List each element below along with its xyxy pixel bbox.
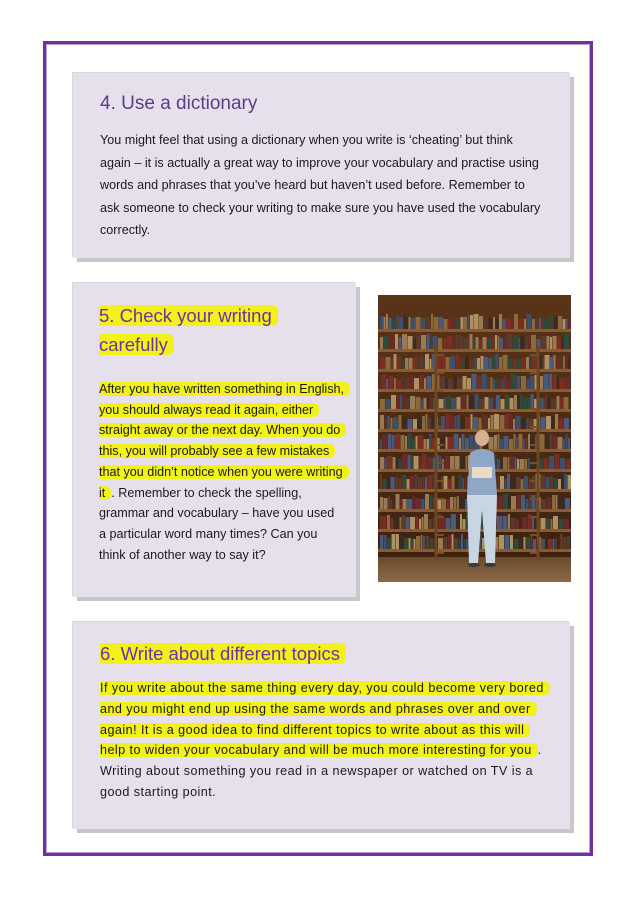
section-title: 6. Write about different topics [100, 640, 550, 668]
section-use-dictionary [73, 73, 570, 258]
highlighted-text: After you have written something in English, you should always read it again, either straight away or the next day. When you do this, you will probably see a few mistakes that you didn’t notice when you were writing it [99, 382, 350, 500]
section-title: 4. Use a dictionary [100, 93, 258, 114]
section-body [100, 678, 550, 803]
section-body [99, 379, 344, 565]
section-body: You might feel that using a dictionary when you write is ‘cheating’ but think again – it is actually a great way to improve your vocabulary and practise using words and phrases that you’ve heard but haven’t used before. Remember to ask someone to check your writing to make sure you have used the vocabulary correctly. [100, 133, 541, 237]
plain-text: . Remember to check the spelling, grammar and vocabulary – have you used a particular word many times? Can you think of another way to say it? [99, 485, 335, 562]
section-check-writing [73, 283, 356, 597]
section-write-topics [73, 622, 570, 829]
plain-text: . Writing about something you read in a newspaper or watched on TV is a good starting point. [100, 743, 542, 799]
library-photo [378, 295, 571, 582]
highlighted-text: If you write about the same thing every day, you could become very bored and you might end up using the same words and phrases over and over again! It is a good idea to find different topics to write about as this will help to widen your vocabulary and will be much more interesting for you [100, 681, 550, 757]
section-title: 5. Check your writing carefully [99, 301, 344, 359]
